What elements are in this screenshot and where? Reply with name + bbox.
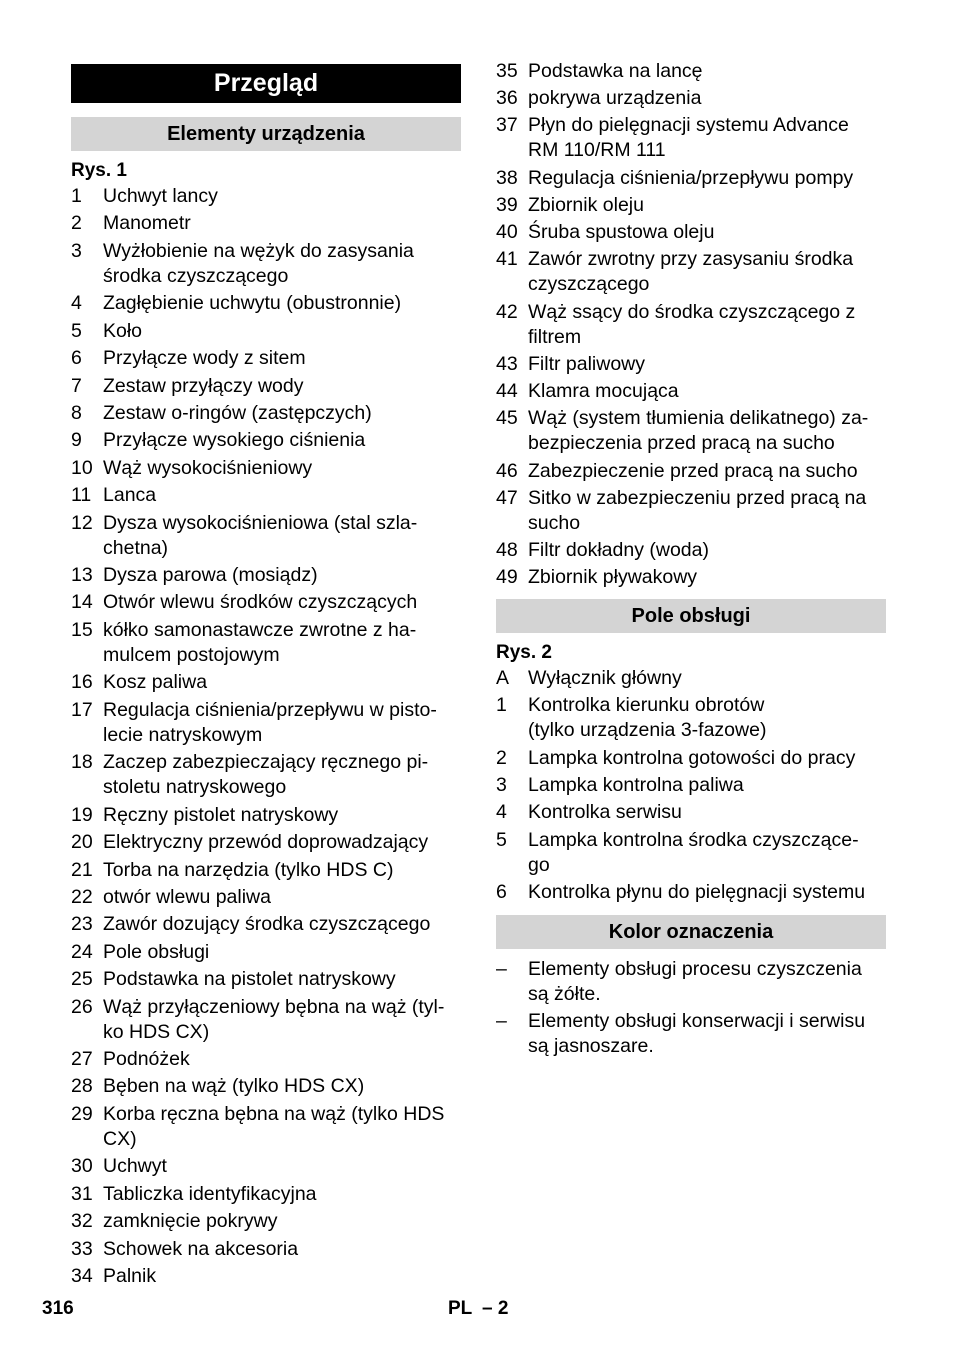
item-text-line: Dysza parowa (mosiądz) [103,564,318,586]
item-text [103,511,461,561]
item-number: 42 [496,300,518,323]
item-number: 35 [496,60,518,82]
item-text-line: bezpieczenia przed pracą na sucho [528,432,835,455]
item-number: 4 [71,292,82,315]
item-text [528,800,886,825]
figure-label: Rys. 1 [71,160,127,181]
item-number: 19 [71,803,93,826]
item-text-line: go [528,853,550,876]
item-text [103,563,461,588]
item-text-line: Filtr paliwowy [528,352,646,375]
item-number: 38 [496,166,518,189]
item-number: 23 [71,913,93,936]
item-text-line: Płyn do pielęgnacji systemu Advance [528,114,849,137]
item-text-line: Przyłącze wysokiego ciśnienia [103,429,366,452]
item-text-line: zamknięcie pokrywy [103,1210,278,1233]
item-text [103,346,461,371]
item-text [103,239,461,289]
item-text-line: Lampka kontrolna gotowości do pracy [528,746,856,769]
item-text-line: Podnóżek [103,1048,190,1070]
item-text-line: Schowek na akcesoria [103,1237,299,1260]
item-number: 41 [496,248,518,271]
item-text [103,1209,461,1234]
item-number: 34 [71,1264,93,1287]
item-text [103,1237,461,1262]
item-number: 2 [71,212,82,235]
item-number: 6 [496,881,507,903]
figure-label: Rys. 2 [496,642,552,663]
item-text-line: Kontrolka serwisu [528,801,682,824]
item-number: 5 [496,828,507,851]
item-text-line: Korba ręczna bębna na wąż (tylko HDS [103,1102,445,1125]
item-number: 10 [71,456,93,479]
item-text [103,319,461,344]
item-text [528,565,886,590]
item-text [528,486,886,536]
item-text-line: Zestaw o-ringów (zastępczych) [103,401,372,424]
item-number: 39 [496,193,518,216]
item-text-line: otwór wlewu paliwa [103,885,271,908]
item-text-line: Uchwyt lancy [103,185,218,207]
item-number: 1 [496,694,507,717]
item-text-line: (tylko urządzenia 3-fazowe) [528,719,767,742]
section-heading-color-coding: Kolor oznaczenia [496,915,886,949]
item-text-line: Otwór wlewu środków czyszczących [103,591,418,614]
item-text-line: Lampka kontrolna paliwa [528,774,744,796]
item-number: 1 [71,185,82,207]
section-heading-device-elements: Elementy urządzenia [71,117,461,151]
item-number: 7 [71,374,82,397]
item-text-line: Zbiornik oleju [528,193,644,216]
item-text-line: Ręczny pistolet natryskowy [103,803,339,826]
item-text [103,912,461,937]
item-text-line: Regulacja ciśnienia/przepływu w pisto- [103,698,437,721]
item-text [103,456,461,481]
item-text-line: Kontrolka kierunku obrotów [528,694,765,717]
item-number: 3 [71,239,82,262]
item-text-line: mulcem postojowym [103,643,280,666]
item-text [103,590,461,615]
item-text-line: ko HDS CX) [103,1020,210,1043]
item-number: 30 [71,1155,93,1178]
item-text-line: Zawór dozujący środka czyszczącego [103,913,431,936]
item-text [103,1074,461,1099]
item-text-line: czyszczącego [528,273,650,296]
item-text-line: Podstawka na pistolet natryskowy [103,968,396,991]
item-text-line: Kosz paliwa [103,671,208,694]
page-number: 316 [42,1298,74,1319]
item-number: 26 [71,995,93,1018]
item-text-line: Podstawka na lancę [528,60,703,82]
item-number: 29 [71,1102,93,1125]
item-text [528,459,886,484]
item-text-line: Sitko w zabezpieczeniu przed pracą na [528,486,867,509]
item-text [103,698,461,748]
item-text-line: Zabezpieczenie przed pracą na sucho [528,459,858,482]
item-number: 18 [71,751,93,774]
item-number: 25 [71,968,93,991]
item-text-line: Dysza wysokociśnieniowa (stal szla- [103,511,418,534]
item-text [103,670,461,695]
item-text-line: lecie natryskowym [103,723,263,746]
item-number: A [496,667,510,689]
item-number: 32 [71,1210,93,1233]
item-text-line: RM 110/RM 111 [528,139,666,162]
item-text [103,1154,461,1179]
item-text-line: kółko samonastawcze zwrotne z ha- [103,618,417,641]
item-number: 11 [71,484,92,507]
item-text [528,247,886,297]
item-text [528,1009,886,1059]
item-text [103,830,461,855]
item-number: 36 [496,87,518,110]
item-number: 20 [71,831,93,854]
item-text [103,858,461,883]
item-number: 45 [496,407,518,430]
item-text-line: Manometr [103,212,191,235]
item-text [103,428,461,453]
bullet-dash: – [496,1010,507,1033]
page-title: Przegląd [71,64,461,103]
item-text-line: Koło [103,319,143,342]
item-text [528,379,886,404]
item-text [103,211,461,236]
item-number: 16 [71,671,93,694]
item-text [528,352,886,377]
item-number: 6 [71,347,82,370]
item-text [528,880,886,905]
item-text [103,1047,461,1072]
item-number: 17 [71,698,93,721]
item-text [528,957,886,1007]
item-text-line: Torba na narzędzia (tylko HDS C) [103,858,394,881]
item-text [528,746,886,771]
item-number: 44 [496,380,518,403]
item-text-line: Elementy obsługi konserwacji i serwisu [528,1010,866,1033]
item-number: 15 [71,618,93,641]
item-number: 47 [496,486,518,509]
item-number: 46 [496,459,518,482]
item-text-line: Filtr dokładny (woda) [528,539,709,562]
item-text [528,666,886,691]
item-text-line: chetna) [103,536,169,559]
item-number: 5 [71,319,82,342]
footer-language: PL [448,1298,473,1319]
item-text-line: Zawór zwrotny przy zasysaniu środka [528,248,854,271]
item-text [103,1264,461,1289]
item-text [528,300,886,350]
item-text-line: środka czyszczącego [103,264,289,287]
item-text-line: Wąż wysokociśnieniowy [103,456,313,479]
item-text [103,803,461,828]
item-text [528,166,886,191]
section-heading-control-panel: Pole obsługi [496,599,886,633]
item-text [528,538,886,563]
item-text [103,1182,461,1207]
item-number: 24 [71,940,93,963]
item-number: 3 [496,774,507,796]
item-text-line: sucho [528,511,581,534]
item-number: 48 [496,539,518,562]
item-text-line: są jasnoszare. [528,1035,654,1058]
item-number: 8 [71,401,82,424]
item-text [103,401,461,426]
item-number: 31 [71,1182,93,1205]
item-text [528,113,886,163]
item-number: 43 [496,352,518,375]
item-text [103,483,461,508]
item-number: 49 [496,566,518,589]
item-text [528,828,886,878]
item-number: 12 [71,511,93,534]
item-text-line: Zaczep zabezpieczający ręcznego pi- [103,751,429,774]
item-number: 2 [496,746,507,769]
item-text [103,940,461,965]
item-text [528,59,886,84]
item-text-line: Śruba spustowa oleju [528,221,715,244]
item-text [103,750,461,800]
item-text-line: Klamra mocująca [528,380,679,403]
item-text-line: CX) [103,1127,137,1150]
item-text-line: Elektryczny przewód doprowadzający [103,831,429,854]
item-text-line: Kontrolka płynu do pielęgnacji systemu [528,881,866,903]
item-text-line: pokrywa urządzenia [528,87,702,110]
item-number: 28 [71,1075,93,1098]
item-text-line: Pole obsługi [103,940,210,963]
item-text-line: Lanca [103,484,157,507]
item-number: 13 [71,564,93,586]
item-text-line: Przyłącze wody z sitem [103,347,306,370]
item-text-line: stoletu natryskowego [103,776,287,799]
item-text-line: Wyżłobienie na wężyk do zasysania [103,239,414,262]
item-text [528,406,886,456]
item-text [528,86,886,111]
item-text [103,1102,461,1152]
bullet-dash: – [496,958,507,980]
item-number: 40 [496,221,518,244]
item-text [528,773,886,798]
item-text [528,220,886,245]
item-text-line: Wąż przyłączeniowy bębna na wąż (tyl- [103,995,445,1018]
item-text [103,374,461,399]
item-number: 4 [496,801,507,824]
item-text [528,193,886,218]
item-text [103,291,461,316]
item-text [528,693,886,743]
item-number: 37 [496,114,518,137]
item-text-line: Wąż ssący do środka czyszczącego z [528,300,856,323]
item-text [103,967,461,992]
item-text [103,618,461,668]
item-text-line: Lampka kontrolna środka czyszczące- [528,828,859,851]
item-number: 21 [71,858,93,881]
item-text-line: Wąż (system tłumienia delikatnego) za- [528,407,869,430]
item-number: 14 [71,591,93,614]
item-text-line: Zestaw przyłączy wody [103,374,304,397]
item-number: 9 [71,429,82,452]
item-text-line: Palnik [103,1264,157,1287]
item-text-line: Uchwyt [103,1155,167,1178]
item-number: 27 [71,1048,93,1070]
item-text-line: filtrem [528,325,582,348]
item-text [103,885,461,910]
item-number: 33 [71,1237,93,1260]
item-text-line: są żółte. [528,983,601,1005]
item-text-line: Regulacja ciśnienia/przepływu pompy [528,166,854,189]
item-text-line: Elementy obsługi procesu czyszczenia [528,958,862,980]
item-text-line: Tabliczka identyfikacyjna [103,1182,317,1205]
item-number: 22 [71,885,93,908]
item-text-line: Zagłębienie uchwytu (obustronnie) [103,292,402,315]
item-text [103,995,461,1045]
item-text-line: Zbiornik pływakowy [528,566,698,589]
item-text-line: Wyłącznik główny [528,667,682,689]
item-text-line: Bęben na wąż (tylko HDS CX) [103,1075,365,1098]
item-text [103,184,461,209]
footer-page-ref: – 2 [482,1298,509,1319]
